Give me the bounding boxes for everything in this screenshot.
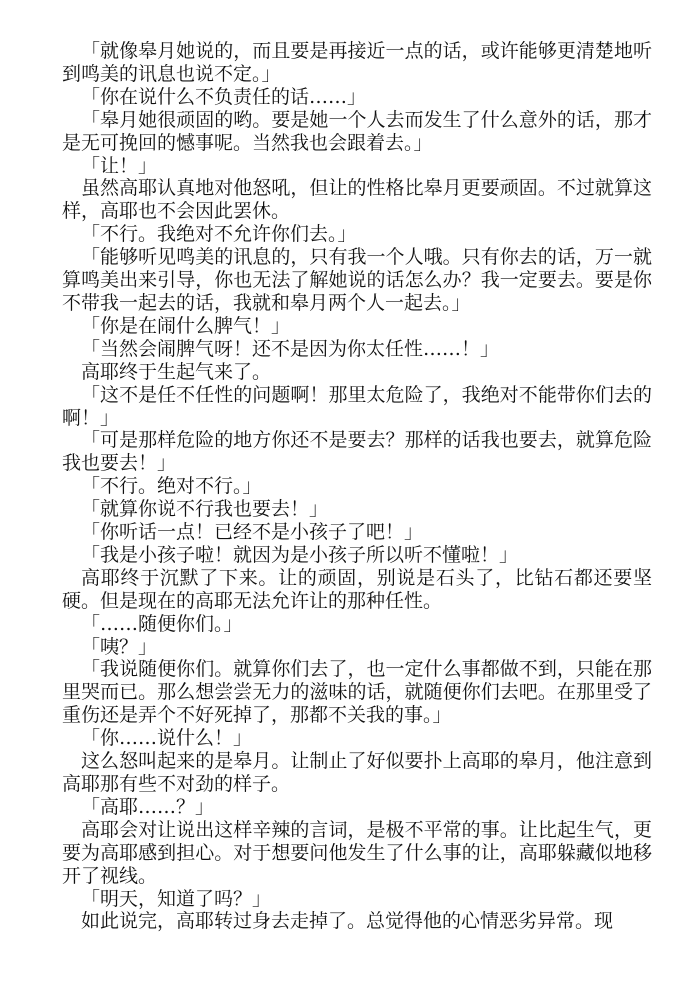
paragraph: 「就算你说不行我也要去！」	[81, 498, 329, 521]
paragraph: 「你听话一点！已经不是小孩子了吧！」	[81, 521, 424, 544]
paragraph: 「咦？」	[81, 635, 158, 658]
paragraph: 「让！」	[81, 154, 158, 177]
paragraph: 「这不是任不任性的问题啊！那里太危险了，我绝对不能带你们去的啊！」	[62, 383, 652, 429]
paragraph: 「可是那样危险的地方你还不是要去？那样的话我也要去，就算危险我也要去！」	[62, 429, 652, 475]
paragraph: 这么怒叫起来的是皋月。让制止了好似要扑上高耶的皋月，他注意到高耶那有些不对劲的样子。	[62, 750, 652, 795]
paragraph: 「你……说什么！」	[81, 727, 253, 750]
paragraph: 「你在说什么不负责任的话……」	[81, 85, 367, 108]
paragraph: 「你是在闹什么脾气！」	[81, 314, 291, 337]
paragraph: 「当然会闹脾气呀！还不是因为你太任性……！」	[81, 337, 500, 360]
paragraph: 「我说随便你们。就算你们去了，也一定什么事都做不到，只能在那里哭而已。那么想尝尝无力的滋味的话，就随便你们去吧。在那里受了重伤还是弄个不好死掉了，那都不关我的事。」	[62, 658, 652, 727]
paragraph: 高耶终于生起气来了。	[81, 360, 272, 383]
paragraph: 「高耶……？」	[81, 795, 215, 818]
paragraph: 「不行。我绝对不允许你们去。」	[81, 223, 357, 246]
paragraph: 如此说完，高耶转过身去走掉了。总觉得他的心情恶劣异常。现	[81, 910, 614, 933]
paragraph: 高耶会对让说出这样辛辣的言词，是极不平常的事。让比起生气，更要为高耶感到担心。对于想要问他发生了什么事的让，高耶躲藏似地移开了视线。	[62, 818, 652, 887]
paragraph: 「能够听见鸣美的讯息的，只有我一个人哦。只有你去的话，万一就算鸣美出来引导，你也无法了解她说的话怎么办？我一定要去。要是你不带我一起去的话，我就和皋月两个人一起去。」	[62, 246, 652, 314]
paragraph: 「明天，知道了吗？」	[81, 887, 272, 910]
paragraph: 「皋月她很顽固的哟。要是她一个人去而发生了什么意外的话，那才是无可挽回的憾事呢。当然我也会跟着去。」	[62, 108, 652, 154]
paragraph: 虽然高耶认真地对他怒吼，但让的性格比皋月更要顽固。不过就算这样，高耶也不会因此罢休。	[62, 177, 652, 223]
paragraph: 「不行。绝对不行。」	[81, 475, 262, 498]
paragraph: 高耶终于沉默了下来。让的顽固，别说是石头了，比钻石都还要坚硬。但是现在的高耶无法允许让的那种任性。	[62, 566, 652, 612]
paragraph: 「我是小孩子啦！就因为是小孩子所以听不懂啦！」	[81, 543, 519, 566]
document-page	[62, 40, 652, 933]
paragraph: 「就像皋月她说的，而且要是再接近一点的话，或许能够更清楚地听到鸣美的讯息也说不定。」	[62, 40, 652, 85]
paragraph: 「……随便你们。」	[81, 612, 243, 635]
